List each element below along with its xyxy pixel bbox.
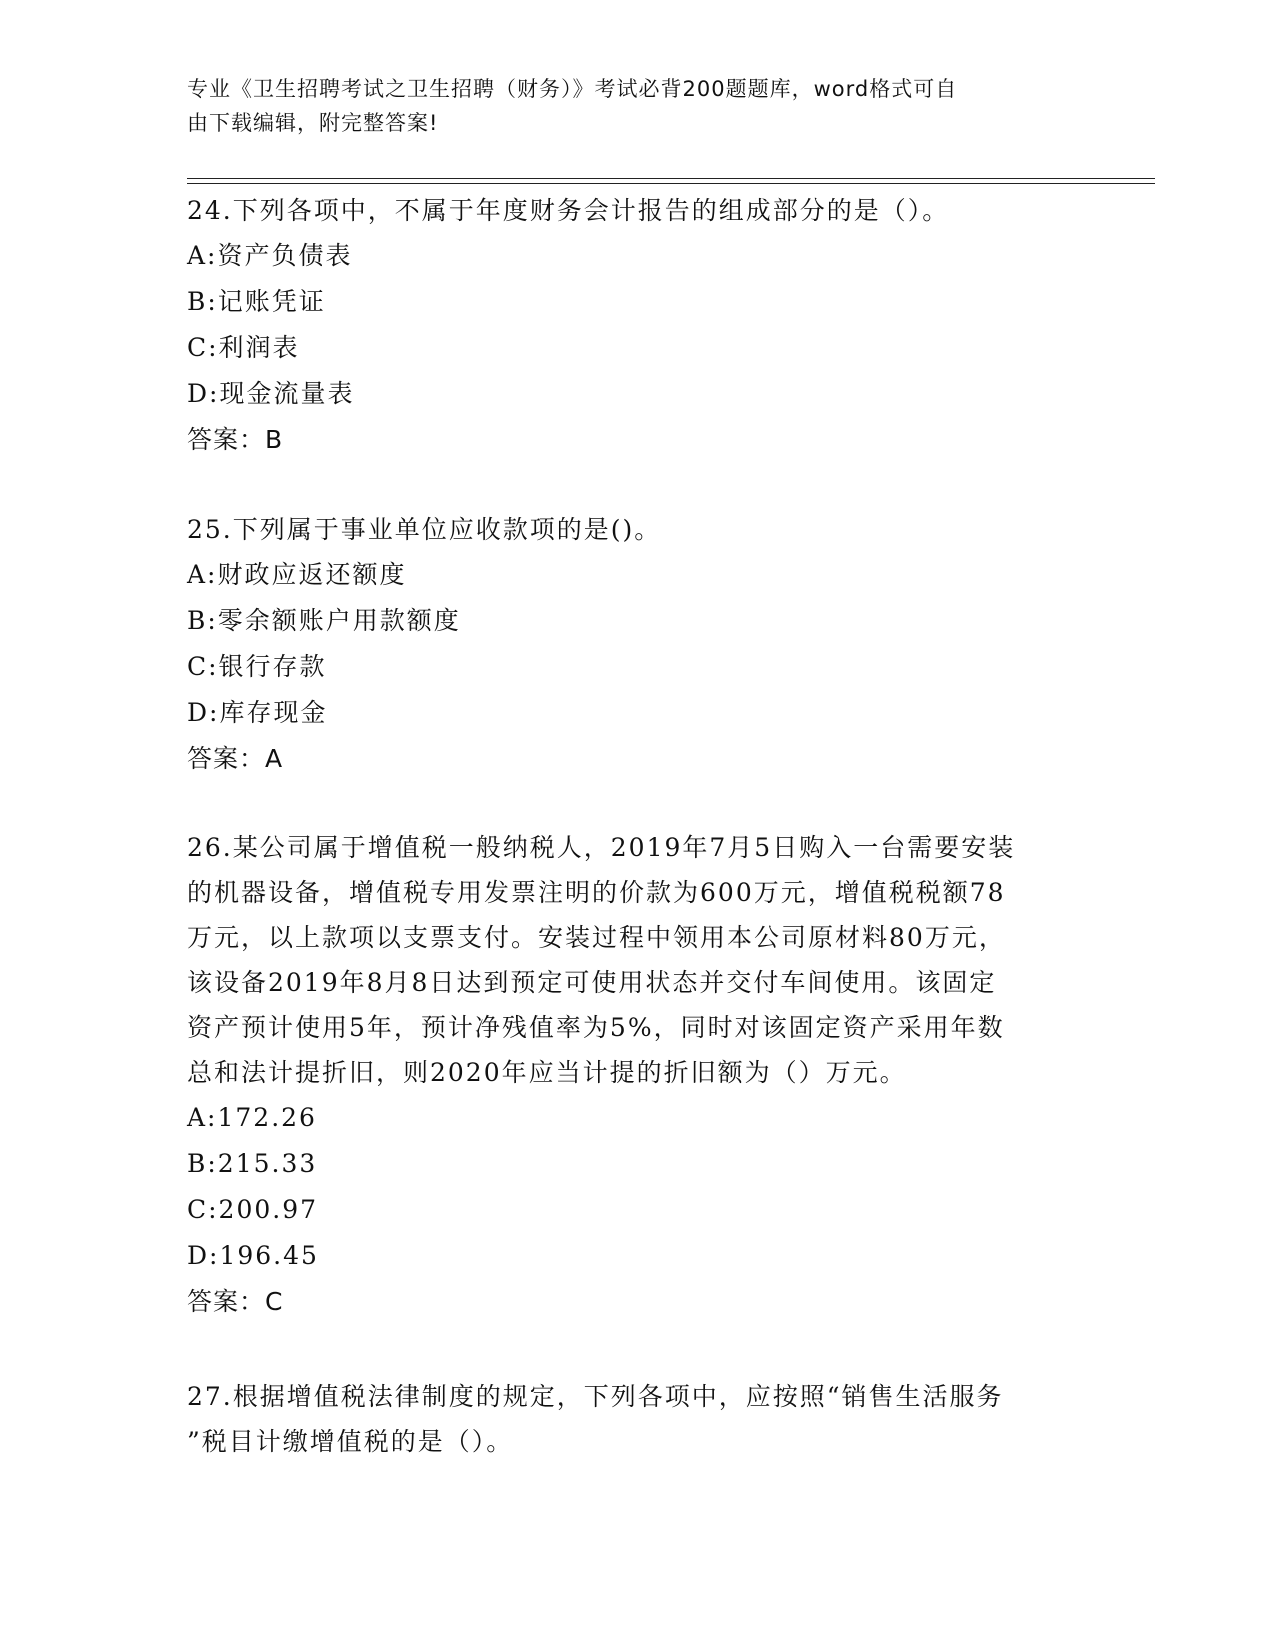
question-stem-line: 26.某公司属于增值税一般纳税人，2019年7月5日购入一台需要安装 [187, 833, 1016, 862]
option-b: B:215.33 [187, 1149, 318, 1178]
option-a: A:资产负债表 [187, 241, 353, 270]
option-a: A:财政应返还额度 [187, 560, 407, 589]
header-line-1: 专业《卫生招聘考试之卫生招聘（财务）》考试必背200题题库，word格式可自 [187, 77, 958, 101]
option-d: D:库存现金 [187, 698, 328, 727]
header-line-2: 由下载编辑，附完整答案! [187, 111, 439, 135]
question-stem-line: 的机器设备，增值税专用发票注明的价款为600万元，增值税税额78 [187, 878, 1006, 907]
option-d: D:196.45 [187, 1241, 319, 1270]
answer-label: 答案：B [187, 425, 284, 454]
option-c: C:200.97 [187, 1195, 319, 1224]
answer-label: 答案：C [187, 1287, 284, 1316]
question-stem-line: 27.根据增值税法律制度的规定，下列各项中，应按照“销售生活服务 [187, 1382, 1004, 1411]
document-header [187, 72, 1067, 140]
option-c: C:利润表 [187, 333, 300, 362]
question-26 [187, 825, 1087, 1325]
question-stem-line: 该设备2019年8月8日达到预定可使用状态并交付车间使用。该固定 [187, 968, 997, 997]
question-stem: 25.下列属于事业单位应收款项的是()。 [187, 515, 662, 544]
question-25 [187, 507, 1087, 782]
question-24 [187, 188, 1087, 463]
question-stem-line: 资产预计使用5年，预计净残值率为5%，同时对该固定资产采用年数 [187, 1013, 1005, 1042]
option-b: B:零余额账户用款额度 [187, 606, 461, 635]
question-stem-line: ”税目计缴增值税的是（）。 [187, 1427, 514, 1456]
header-divider-top [187, 178, 1155, 179]
option-c: C:银行存款 [187, 652, 327, 681]
option-a: A:172.26 [187, 1103, 317, 1132]
question-stem-line: 总和法计提折旧，则2020年应当计提的折旧额为（）万元。 [187, 1058, 907, 1087]
question-stem: 24.下列各项中，不属于年度财务会计报告的组成部分的是（）。 [187, 196, 950, 225]
question-27 [187, 1374, 1087, 1464]
option-d: D:现金流量表 [187, 379, 355, 408]
question-stem-line: 万元，以上款项以支票支付。安装过程中领用本公司原材料80万元， [187, 923, 1006, 952]
header-divider-bottom [187, 183, 1155, 184]
answer-label: 答案：A [187, 744, 284, 773]
option-b: B:记账凭证 [187, 287, 326, 316]
